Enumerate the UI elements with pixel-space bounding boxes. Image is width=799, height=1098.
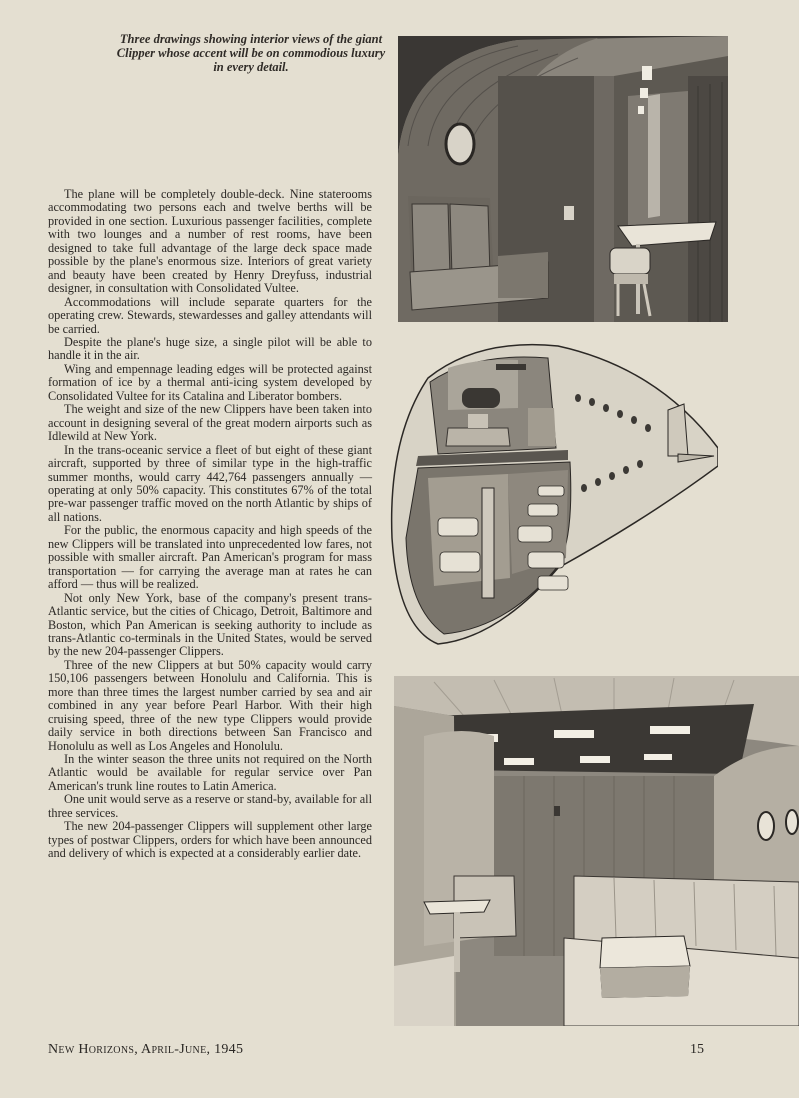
paragraph: The weight and size of the new Clippers have been taken into account in designing several of the great modern airports such as Idlewild at New York. <box>48 402 372 444</box>
paragraph: In the winter season the three units not required on the North Atlantic would be available for regular service over Pan American's trunk line routes to Latin America. <box>48 752 372 793</box>
article-body <box>48 188 372 861</box>
stateroom-drawing <box>398 36 728 322</box>
page-number: 15 <box>690 1042 704 1057</box>
fuselage-cutaway-drawing <box>378 338 718 656</box>
paragraph: Wing and empennage leading edges will be protected against formation of ice by a thermal anti-icing system developed by Consolidated Vultee for its Catalina and Liberator bombers. <box>48 361 372 403</box>
lounge-drawing <box>394 676 799 1026</box>
paragraph: For the public, the enormous capacity and high speeds of the new Clippers will be translated into unprecedented low fares, not possible with smaller aircraft. Pan American's program for mass transportation — for carrying the average man at rates he can afford — thus will be realized. <box>48 523 372 592</box>
paragraph: Despite the plane's huge size, a single pilot will be able to handle it in the air. <box>48 334 372 363</box>
paragraph: Not only New York, base of the company's present trans-Atlantic service, but the cities of Chicago, Detroit, Baltimore and Boston, which Pan American is seeking authority to include as trans-Atlantic co-terminals in the United States, would be served by the new 204-passenger Clippers. <box>48 590 372 659</box>
paragraph: The plane will be completely double-deck. Nine staterooms accommodating two persons each and twelve berths will be provided in one section. Luxurious passenger facilities, complete with two lounges and a number of rest rooms, have been designed to take full advantage of the large deck space made possible by the plane's enormous size. Interiors of great variety and beauty have been created by Henry Dreyfuss, industrial designer, in consultation with Consolidated Vultee. <box>48 187 372 296</box>
publication-footer: New Horizons, April-June, 1945 <box>48 1042 244 1057</box>
illustration-caption: Three drawings showing interior views of the giant Clipper whose accent will be on commodious luxury in every detail. <box>116 32 386 74</box>
paragraph: One unit would serve as a reserve or stand-by, available for all three services. <box>48 792 372 820</box>
paragraph: Accommodations will include separate quarters for the operating crew. Stewards, stewardesses and galley attendants will be carried. <box>48 294 372 336</box>
paragraph: In the trans-oceanic service a fleet of but eight of these giant aircraft, supported by three of similar type in the high-traffic summer months, would carry 442,764 passengers annually — operating at only 50% capacity. This constitutes 67% of the total pre-war passenger traffic moved on the north Atlantic by ships of all nations. <box>48 442 372 524</box>
paragraph: Three of the new Clippers at but 50% capacity would carry 150,106 passengers between Honolulu and California. This is more than three times the largest number carried by sea and air combined in any year before Pearl Harbor. With their high cruising speed, three of the new type Clippers would provide daily service in both directions between San Francisco and Honolulu as well as Los Angeles and Honolulu. <box>48 657 372 753</box>
paragraph: The new 204-passenger Clippers will supplement other large types of postwar Clippers, orders for which have been announced and delivery of which is expected at a considerably earlier date. <box>48 819 372 861</box>
